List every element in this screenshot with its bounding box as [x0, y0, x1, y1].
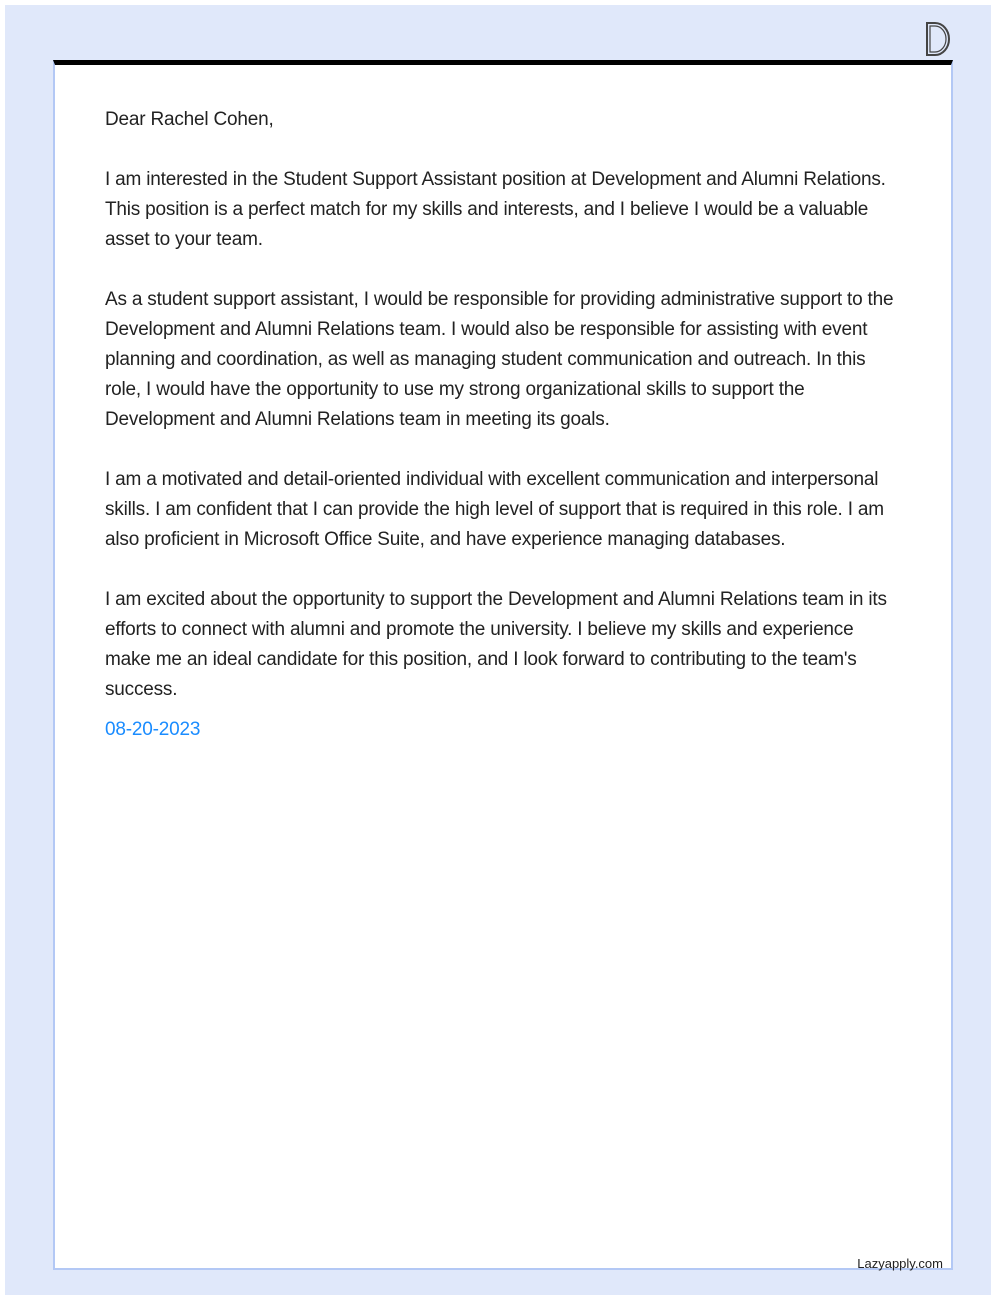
logo-d-icon [921, 19, 953, 59]
paragraph-2: As a student support assistant, I would be responsible for providing administrative support to the Development and Alumni Relations team. I would also be responsible for assisting with event planning and coordination, as well as managing student communication and outreach. In this role, I would have the opportunity to use my strong organizational skills to support the Development and Alumni Relations team in meeting its goals. [105, 289, 894, 430]
cover-letter-paper [53, 60, 953, 1270]
salutation: Dear Rachel Cohen, [105, 109, 274, 130]
paragraph-1: I am interested in the Student Support Assistant position at Development and Alumni Relations. This position is a perfect match for my skills and interests, and I believe I would be a valuable asset to your team. [105, 169, 886, 250]
paragraph-3: I am a motivated and detail-oriented individual with excellent communication and interpersonal skills. I am confident that I can provide the high level of support that is required in this role. I am also proficient in Microsoft Office Suite, and have experience managing databases. [105, 469, 884, 550]
paragraph-4: I am excited about the opportunity to support the Development and Alumni Relations team in its efforts to connect with alumni and promote the university. I believe my skills and experience make me an ideal candidate for this position, and I look forward to contributing to the team's success. [105, 589, 887, 700]
footer-brand: Lazyapply.com [857, 1256, 943, 1271]
page-background [5, 5, 991, 1295]
letter-body [105, 105, 900, 745]
letter-date: 08-20-2023 [105, 719, 201, 740]
